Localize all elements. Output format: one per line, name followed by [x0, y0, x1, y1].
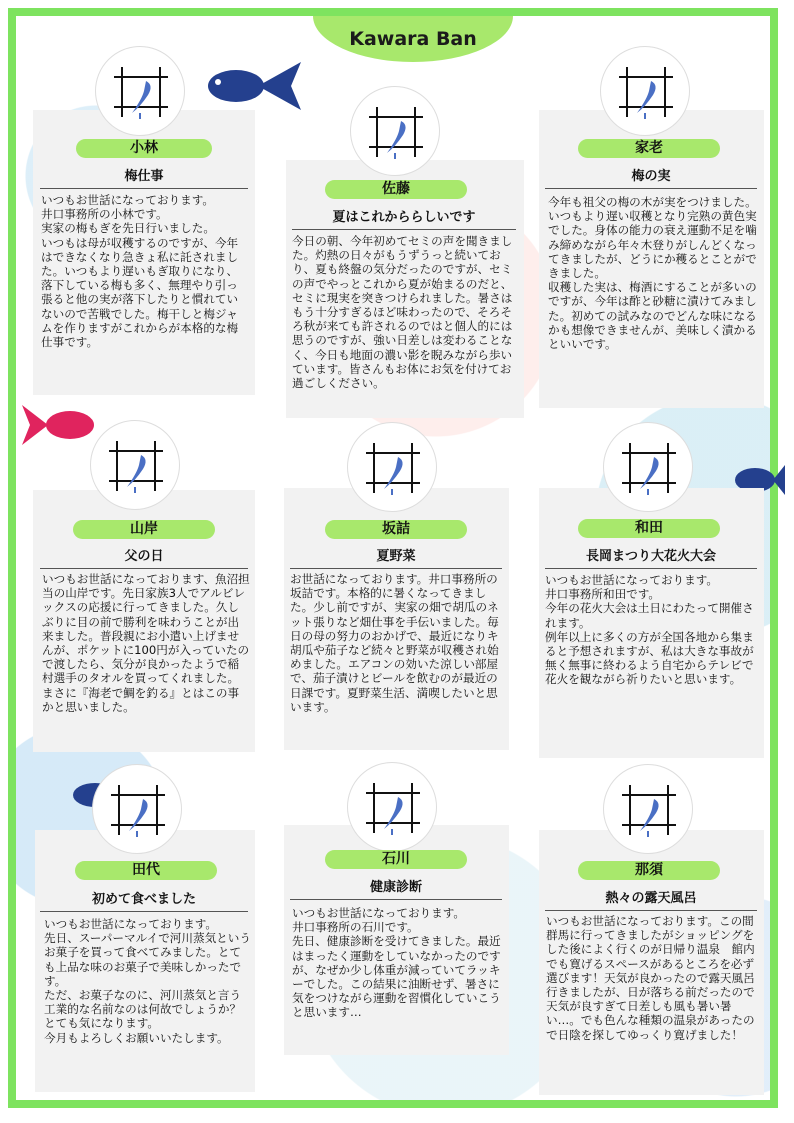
article-subject: 夏はこれかららしいです — [292, 206, 516, 230]
article-subject: 長岡まつり大花火大会 — [545, 545, 757, 569]
staff-name: 田代 — [75, 861, 217, 880]
heron-logo-icon — [603, 422, 693, 512]
article-body: 今日の朝、今年初めてセミの声を聞きました。灼熱の日々がもうずうっと続いており、夏も終盤の気分だったのですが、セミの声でやっとこれから夏が始まるのだと、セミに現実を突きつけられました。暑さはもう十分すぎるほど味わったので、そろそろ秋が来ても許されるのではと個人的には思うのですが、強い日差しは変わることなく、今日も地面の濃い影を睨みながら歩いています。皆さんもお体にお気を付けてお過ごしください。 — [292, 234, 513, 391]
article-body: 今年も祖父の梅の木が実をつけました。いつもより遅い収穫となり完熟の黄色実でした。身体の能力の衰え運動不足を噛み締めながら年々木登りがしんどくなってきましたが、どうにか穫るとことができました。 収穫した実は、梅酒にすることが多いのですが、今年は酢と砂糖に漬けてみました。初めての試みなのでどんな味になるかも想像できませんが、美味しく漬かるといいです。 — [548, 195, 757, 352]
article-body: いつもお世話になっております、魚沼担当の山岸です。先日家族3人でアルビレックスの応援に行ってきました。久しぶりに目の前で勝利を味わうことが出来ました。普段親にお小遣い上げませんが、ポケットに100円が入っていたので渡したら、気分が良かったようで稲村選手のタオルを買ってくれました。まさに『海老で鯛を釣る』とはこの事かと思いました。 — [42, 572, 250, 714]
article-subject: 父の日 — [40, 545, 248, 569]
article-subject: 熱々の露天風呂 — [545, 887, 757, 911]
article-body: いつもお世話になっております。 先日、スーパーマルイで河川蒸気というお菓子を買って食べてみました。とても上品な味のお菓子で美味しかったです。 ただ、お菓子なのに、河川蒸気と言う工業的な名前なのは何故でしょうか？ とても気になります。 今月もよろしくお願いいたします。 — [44, 917, 251, 1045]
article-subject: 夏野菜 — [290, 545, 502, 569]
staff-name: 和田 — [578, 519, 720, 538]
staff-name: 家老 — [578, 139, 720, 158]
article-body: いつもお世話になっております。 井口事務所和田です。 今年の花火大会は土日にわたって開催されます。 例年以上に多くの方が全国各地から集まると予想されますが、私は大きな事故が無く無事に終わるよう自宅からテレビで花火を観ながら祈りたいと思います。 — [545, 573, 754, 687]
heron-logo-icon — [92, 764, 182, 854]
staff-name: 佐藤 — [325, 180, 467, 199]
article-body: いつもお世話になっております。 井口事務所の石川です。 先日、健康診断を受けてきました。最近はまったく運動をしていなかったのですが、なぜか少し体重が減っていてラッキーでした。この結果に油断せず、暑さに気をつけながら運動を習慣化していこうと思います… — [292, 906, 501, 1020]
title-tab — [313, 16, 513, 62]
article-body: いつもお世話になっております。 井口事務所の小林です。 実家の梅もぎを先日行いました。 いつもは母が収穫するのですが、今年はできなくなり急きょ私に託されました。いつもより遅いもぎ取りになり、落下している梅も多く、無理やり引っ張ると他の実が落下したりと慣れていないので苦戦でした。梅干しと梅ジャムを作りますがこれからが本格的な梅仕事です。 — [41, 193, 239, 350]
heron-logo-icon — [90, 420, 180, 510]
goldfish-decoration-icon — [196, 54, 306, 114]
heron-logo-icon — [603, 764, 693, 854]
article-body: お世話になっております。井口事務所の坂詰です。本格的に暑くなってきました。少し前ですが、実家の畑で胡瓜のネット張りなど畑仕事を手伝いました。毎日の母の努力のおかげで、最近になりキ胡瓜や茄子など続々と野菜が収穫され始めました。エアコンの効いた涼しい部屋で、茄子漬けとビールを飲むのが最近の日課です。夏野菜生活、満喫したいと思います。 — [290, 572, 499, 714]
heron-logo-icon — [95, 46, 185, 136]
article-subject: 梅仕事 — [40, 165, 248, 189]
heron-logo-icon — [347, 422, 437, 512]
staff-name: 那須 — [578, 861, 720, 880]
staff-name: 小林 — [76, 139, 212, 158]
staff-name: 山岸 — [73, 520, 215, 539]
page-title: Kawara Ban — [349, 28, 477, 50]
article-subject: 梅の実 — [545, 165, 757, 189]
heron-logo-icon — [600, 46, 690, 136]
staff-name: 石川 — [325, 850, 467, 869]
heron-logo-icon — [350, 86, 440, 176]
article-body: いつもお世話になっております。この間群馬に行ってきましたがショッピングをした後によく行くのが日帰り温泉 館内でも寛げるスペースがあるところを必ず選びます！天気が良かったので露天風呂行きましたが、日が落ちる前だったので天気が良すぎて日差しも風も暑い暑い…。でも色んな種類の温泉があったので日陰を探してゆっくり寛げました！ — [546, 914, 755, 1042]
article-subject: 初めて食べました — [40, 888, 248, 912]
article-subject: 健康診断 — [290, 876, 502, 900]
staff-name: 坂詰 — [325, 520, 467, 539]
heron-logo-icon — [347, 762, 437, 852]
